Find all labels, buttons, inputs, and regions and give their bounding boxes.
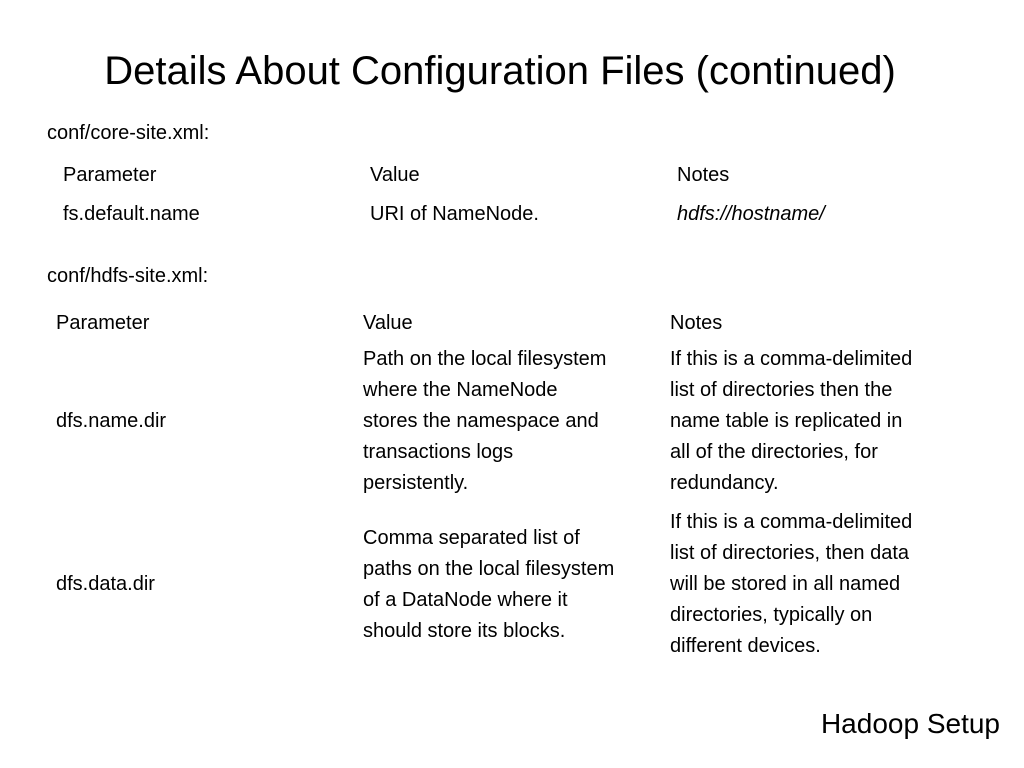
cell-value: Path on the local filesystem where the NameNode stores the namespace and transactions logs persistently.	[363, 348, 607, 494]
slide-footer: Hadoop Setup	[820, 708, 1000, 739]
header-notes: Notes	[670, 312, 723, 334]
cell-parameter: dfs.data.dir	[56, 573, 155, 595]
cell-notes: If this is a comma-delimited list of directories then the name table is replicated in all of the directories, for redundancy.	[670, 348, 913, 494]
header-value: Value	[370, 164, 420, 186]
table-row	[63, 195, 977, 234]
hdfs-site-table	[56, 307, 970, 666]
table-header-row	[56, 307, 970, 340]
table-header-row	[63, 156, 977, 195]
cell-value: URI of NameNode.	[370, 203, 539, 225]
core-site-table	[63, 156, 977, 234]
cell-parameter: fs.default.name	[63, 203, 200, 225]
cell-parameter: dfs.name.dir	[56, 410, 167, 432]
header-notes: Notes	[677, 164, 730, 186]
header-value: Value	[363, 312, 413, 334]
table-row	[56, 340, 970, 503]
cell-notes: If this is a comma-delimited list of directories, then data will be stored in all named directories, typically on different devices.	[670, 511, 913, 657]
header-parameter: Parameter	[56, 312, 150, 334]
cell-value: Comma separated list of paths on the local filesystem of a DataNode where it should store its blocks.	[363, 526, 615, 642]
cell-notes: hdfs://hostname/	[677, 203, 825, 225]
slide-title: Details About Configuration Files (continued)	[104, 49, 896, 93]
table-row	[56, 503, 970, 666]
core-site-label: conf/core-site.xml:	[47, 122, 210, 144]
header-parameter: Parameter	[63, 164, 157, 186]
hdfs-site-label: conf/hdfs-site.xml:	[47, 265, 209, 287]
